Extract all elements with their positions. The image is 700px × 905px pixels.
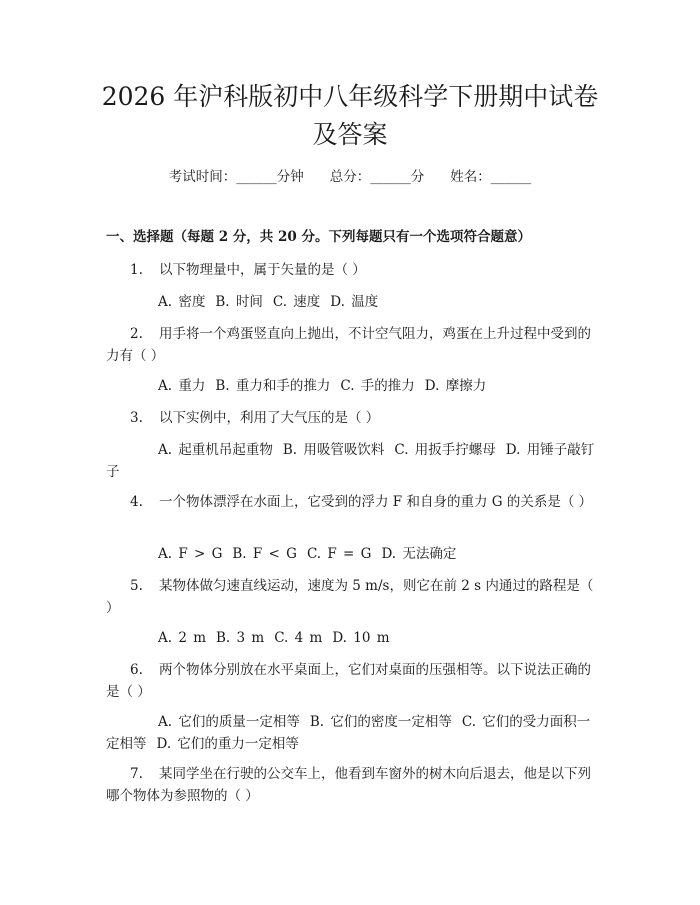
option-b: B. 用吸管吸饮料 (282, 442, 385, 458)
section-heading: 一、选择题（每题 2 分，共 20 分。下列每题只有一个选项符合题意） (106, 229, 531, 245)
option-d: D. 它们的重力一定相等 (156, 736, 299, 752)
option-c: C. 它们的受力面积一定相等 (106, 714, 591, 752)
option-c: C. 速度 (272, 294, 321, 310)
option-d: D. 温度 (330, 294, 379, 310)
question-7 (106, 763, 596, 807)
option-c: C. 手的推力 (340, 378, 415, 394)
question-6 (106, 659, 596, 703)
question-number: 2. (130, 326, 143, 342)
question-1 (106, 259, 596, 281)
option-d: D. 用锤子敲钉子 (106, 442, 595, 480)
exam-info-line (0, 167, 700, 187)
question-number: 4. (130, 494, 143, 510)
total-score-field: 总分：______分 (329, 169, 425, 185)
option-d: D. 10 m (332, 630, 390, 646)
option-d: D. 摩擦力 (424, 378, 487, 394)
question-number: 7. (130, 766, 143, 782)
question-stem: 一个物体漂浮在水面上，它受到的浮力 F 和自身的重力 G 的关系是（ ） (159, 494, 593, 510)
question-stem: 两个物体分别放在水平桌面上，它们对桌面的压强相等。以下说法正确的是（ ） (106, 662, 591, 700)
option-c: C. F = G (306, 546, 372, 562)
option-a: A. 起重机吊起重物 (158, 442, 273, 458)
student-name-field: 姓名：______ (450, 169, 532, 185)
option-a: A. 它们的质量一定相等 (158, 714, 300, 730)
question-4-options (106, 543, 596, 565)
question-stem: 用手将一个鸡蛋竖直向上抛出，不计空气阻力，鸡蛋在上升过程中受到的力有（ ） (106, 326, 591, 364)
document-title (80, 78, 620, 154)
question-5 (106, 575, 596, 619)
question-2-options (106, 375, 596, 397)
option-b: B. 它们的密度一定相等 (309, 714, 452, 730)
option-b: B. 时间 (215, 294, 263, 310)
option-a: A. F > G (158, 546, 223, 562)
question-stem: 以下实例中，利用了大气压的是（ ） (159, 410, 380, 426)
option-c: C. 4 m (274, 630, 323, 646)
question-3 (106, 407, 596, 429)
question-3-options (106, 439, 596, 483)
question-4 (106, 491, 596, 513)
question-number: 1. (130, 262, 143, 278)
option-d: D. 无法确定 (381, 546, 457, 562)
question-stem: 某同学坐在行驶的公交车上，他看到车窗外的树木向后退去，他是以下列哪个物体为参照物的（ ） (106, 766, 591, 804)
question-stem: 以下物理量中，属于矢量的是（ ） (159, 262, 366, 278)
title-line-1: 2026 年沪科版初中八年级科学下册期中试卷 (101, 82, 599, 111)
title-line-2: 及答案 (312, 120, 388, 149)
question-number: 6. (130, 662, 143, 678)
option-a: A. 密度 (158, 294, 206, 310)
question-stem: 某物体做匀速直线运动，速度为 5 m/s，则它在前 2 s 内通过的路程是（ ） (106, 578, 594, 616)
option-a: A. 2 m (158, 630, 207, 646)
question-number: 5. (130, 578, 143, 594)
option-b: B. 重力和手的推力 (215, 378, 331, 394)
question-5-options (106, 627, 596, 649)
option-c: C. 用扳手拧螺母 (394, 442, 496, 458)
question-number: 3. (130, 410, 143, 426)
question-1-options (106, 291, 596, 313)
question-2 (106, 323, 596, 367)
option-b: B. 3 m (216, 630, 265, 646)
option-a: A. 重力 (158, 378, 206, 394)
option-b: B. F < G (232, 546, 297, 562)
question-6-options (106, 711, 596, 755)
exam-time-field: 考试时间：______分钟 (168, 169, 304, 185)
